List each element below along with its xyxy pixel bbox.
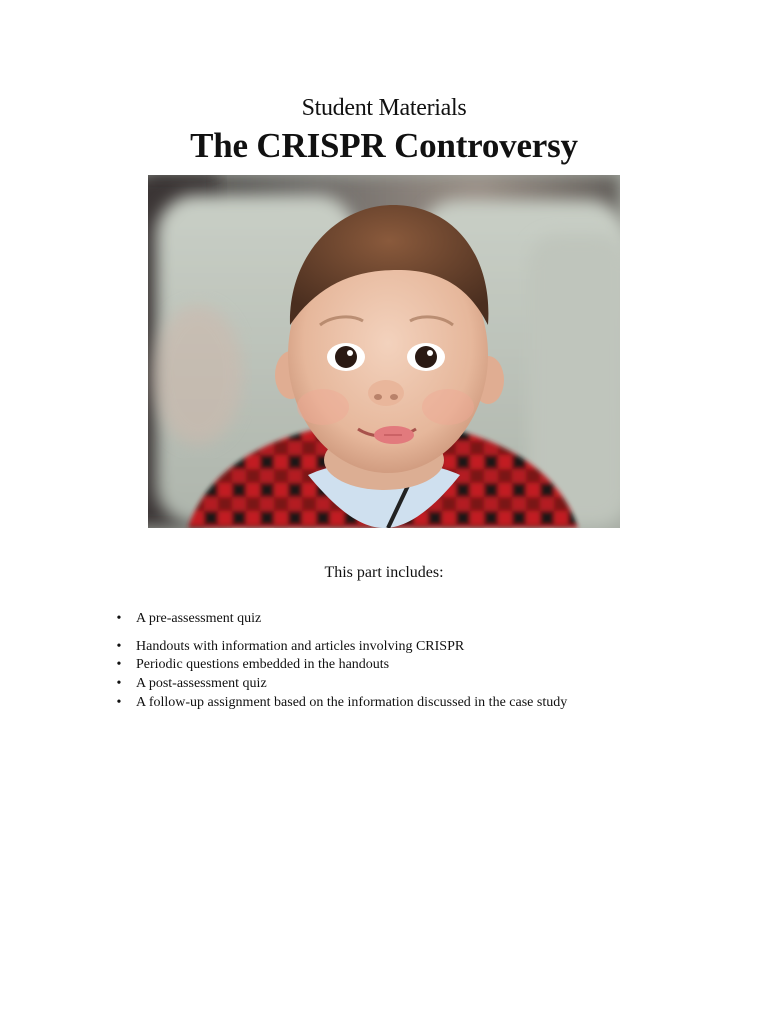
bullet-icon: • [116,657,122,672]
list-item-text: A post-assessment quiz [136,676,267,691]
list-item-text: A pre-assessment quiz [136,611,262,626]
intro-text: This part includes: [324,564,444,581]
list-item-text: Periodic questions embedded in the handouts [136,657,390,672]
baby-photo [148,175,620,528]
bullet-icon: • [116,611,122,626]
list-item-text: A follow-up assignment based on the information discussed in the case study [136,695,568,710]
bullet-icon: • [116,695,122,710]
list-item-text: Handouts with information and articles involving CRISPR [136,639,465,654]
bullet-icon: • [116,639,122,654]
document-title: The CRISPR Controversy [190,126,578,165]
document-subtitle: Student Materials [301,95,467,121]
bullet-icon: • [116,676,122,691]
